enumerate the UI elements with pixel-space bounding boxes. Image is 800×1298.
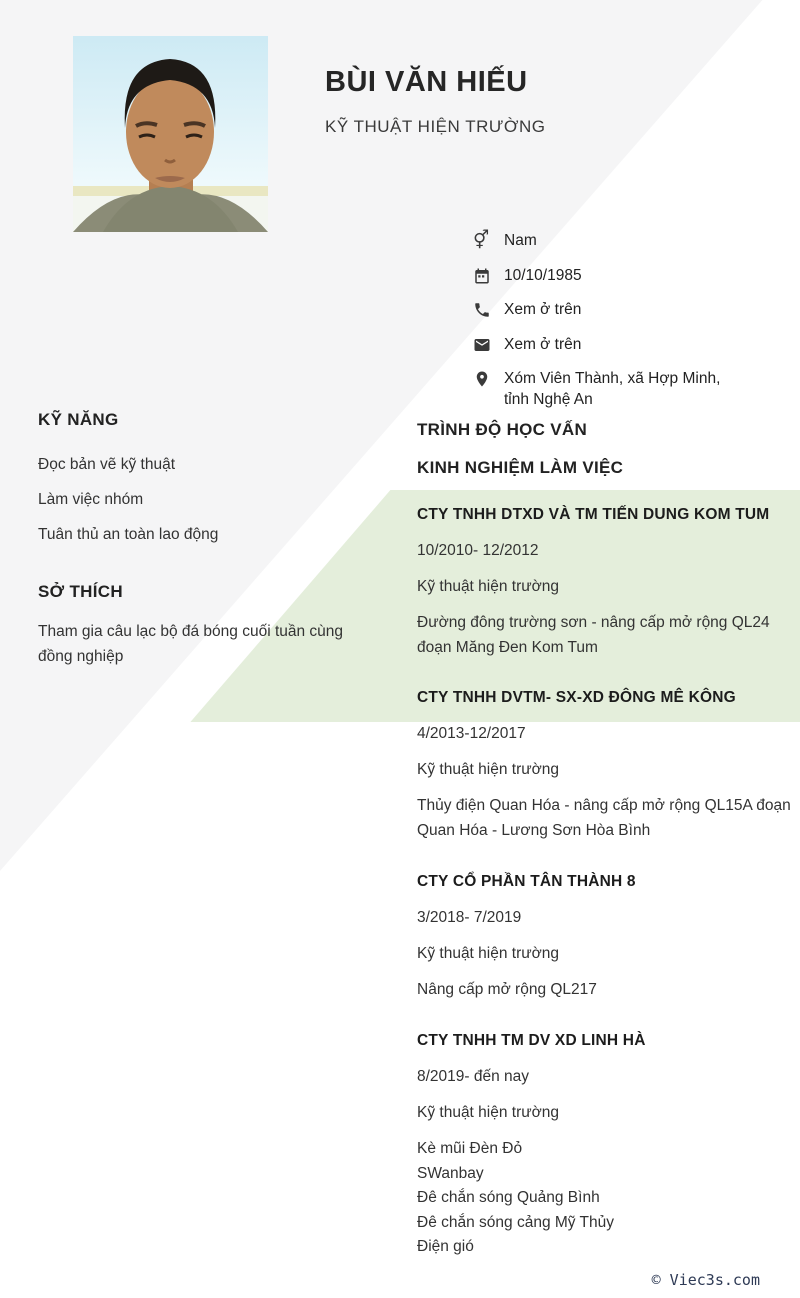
work-period: 4/2013-12/2017 (417, 725, 526, 742)
gender-value: Nam (504, 232, 537, 249)
profile-photo (73, 36, 268, 232)
work-period: 10/2010- 12/2012 (417, 542, 539, 559)
company-name: CTY TNHH DVTM- SX-XD ĐÔNG MÊ KÔNG (417, 689, 736, 706)
email-icon (473, 335, 493, 355)
work-period: 3/2018- 7/2019 (417, 909, 522, 926)
skill-item: Đọc bản vẽ kỹ thuật (38, 456, 175, 473)
company-name: CTY TNHH TM DV XD LINH HÀ (417, 1032, 646, 1049)
info-row-email (473, 335, 773, 356)
experience-heading: KINH NGHIỆM LÀM VIỆC (417, 458, 624, 477)
project-description: Đường đông trường sơn - nâng cấp mở rộng QL24 đoạn Măng Đen Kom Tum (417, 614, 770, 656)
phone-value: Xem ở trên (504, 301, 582, 318)
job-role: Kỹ thuật hiện trường (417, 945, 560, 962)
job-role: Kỹ thuật hiện trường (417, 1104, 560, 1121)
project-line: Đê chắn sóng Quảng Bình (417, 1189, 600, 1206)
phone-icon (473, 300, 493, 320)
info-row-gender (473, 231, 773, 252)
company-name: CTY TNHH DTXD VÀ TM TIẾN DUNG KOM TUM (417, 506, 770, 523)
birthdate-value: 10/10/1985 (504, 266, 582, 284)
experience-entry (417, 505, 792, 660)
project-description (417, 1137, 792, 1260)
job-role: Kỹ thuật hiện trường (417, 761, 560, 778)
project-description: Nâng cấp mở rộng QL217 (417, 981, 597, 998)
skills-heading: KỸ NĂNG (38, 410, 119, 429)
job-role: Kỹ thuật hiện trường (417, 578, 560, 595)
portrait-illustration (73, 36, 268, 232)
project-line: Điện gió (417, 1238, 474, 1255)
candidate-job-title: KỸ THUẬT HIỆN TRƯỜNG (325, 117, 546, 136)
location-icon (473, 369, 493, 389)
experience-entry (417, 872, 792, 1003)
calendar-icon (473, 266, 493, 286)
personal-info-list (473, 231, 773, 424)
experience-entry (417, 688, 792, 843)
info-row-birthdate (473, 266, 773, 287)
hobbies-section (38, 582, 350, 669)
project-description: Thủy điện Quan Hóa - nâng cấp mở rộng QL15A đoạn Quan Hóa - Lương Sơn Hòa Bình (417, 797, 791, 839)
company-name: CTY CỔ PHẦN TÂN THÀNH 8 (417, 873, 636, 890)
skill-item: Làm việc nhóm (38, 491, 144, 508)
email-value: Xem ở trên (504, 335, 582, 353)
address-value: Xóm Viên Thành, xã Hợp Minh, tỉnh Nghệ An (504, 370, 721, 408)
project-line: SWanbay (417, 1164, 484, 1182)
project-line: Đê chắn sóng cảng Mỹ Thủy (417, 1213, 615, 1231)
info-row-phone (473, 300, 773, 321)
skill-item: Tuân thủ an toàn lao động (38, 526, 219, 543)
info-row-address (473, 369, 773, 410)
hobby-text: Tham gia câu lạc bộ đá bóng cuối tuần cùng đồng nghiệp (38, 623, 344, 665)
skills-section (38, 410, 368, 560)
hobbies-heading: SỞ THÍCH (38, 582, 123, 601)
candidate-name: BÙI VĂN HIẾU (325, 66, 528, 98)
work-period: 8/2019- đến nay (417, 1068, 530, 1085)
education-heading: TRÌNH ĐỘ HỌC VẤN (417, 420, 588, 439)
project-line: Kè mũi Đèn Đỏ (417, 1140, 523, 1157)
gender-icon: ⚥ (473, 230, 490, 251)
experience-entry (417, 1031, 792, 1260)
site-copyright: © Viec3s.com (651, 1271, 760, 1289)
